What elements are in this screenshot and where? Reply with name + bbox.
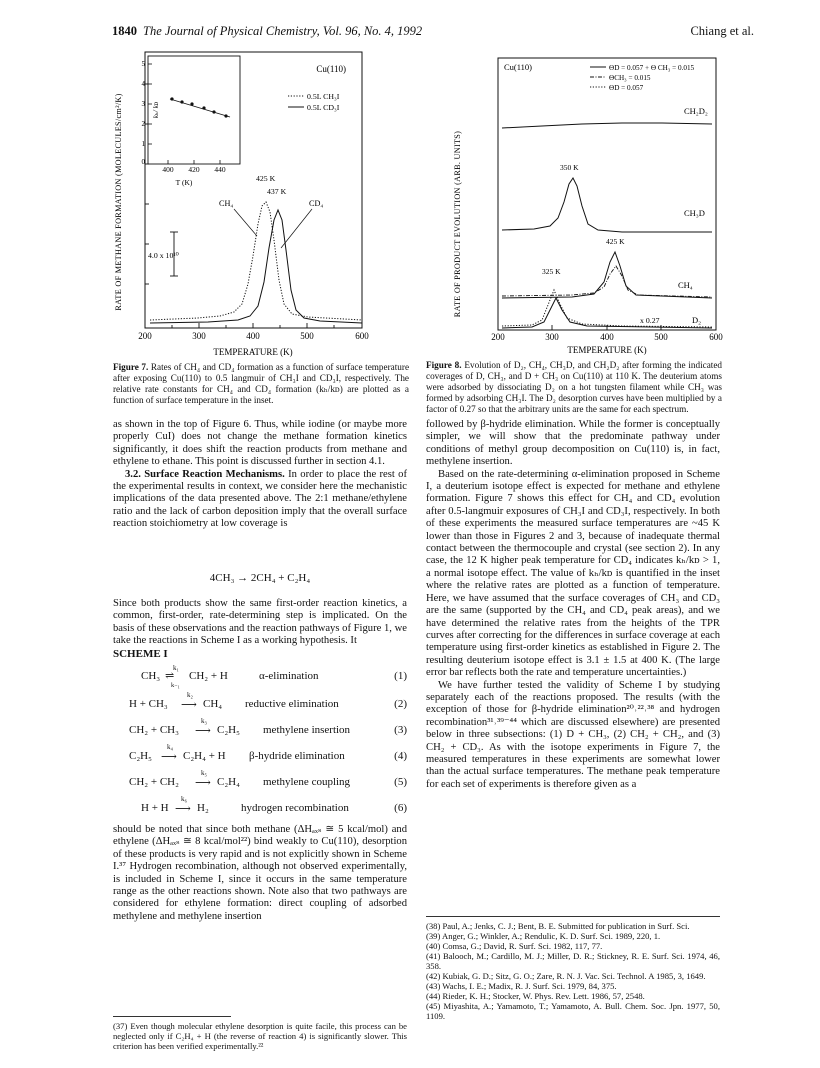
reference-45: (45) Miyashita, A.; Yamamoto, T.; Yamamoto, A. Bull. Chem. Soc. Jpn. 1977, 50, 1109.	[426, 1001, 720, 1021]
scheme-1-k-minus: k₋₁	[171, 682, 180, 689]
fig7-curve-ch4	[150, 202, 362, 320]
reference-39: (39) Anger, G.; Winkler, A.; Rendulic, K. D. Surf. Sci. 1989, 220, 1.	[426, 931, 661, 941]
left-column-top	[113, 419, 407, 531]
scheme-2-no: (2)	[394, 698, 407, 710]
fig7-xtick-2: 400	[246, 331, 260, 341]
fig8-xtick-2: 400	[600, 332, 614, 342]
right-paragraph-3: We have further tested the validity of Scheme I by studying separately each of the reactions proposed. The results (with the exception of those for β-hydride elimination²⁰˒²²˒³⁸ and hydrogen recombination³¹˒³⁹⁻⁴⁴ which are discussed elsewhere) are presented below in three subsections: (1) D + CH₃, (2) CH₂ + CH₂, and (3) CH₂ + CD₃. As with the isotope experiments in Figure 7, the measured temperatures in these experiments are somewhat lower than the actual surface temperatures. The methane peak temperature for each set of experiments is therefore given as a	[426, 679, 720, 790]
fig7-label-ch4: CH₄	[219, 199, 234, 208]
scheme-6-rhs: H₂	[197, 802, 209, 814]
fig8-legend-1: ΘCH₃ = 0.015	[609, 74, 651, 82]
inset-point	[224, 114, 227, 117]
inset-xlabel: T (K)	[175, 178, 193, 187]
fig7-caption-title: Figure 7.	[113, 362, 149, 372]
fig8-legend-2: ΘD = 0.057	[609, 84, 644, 92]
fig8-curve-ch2d2	[502, 123, 712, 128]
fig8-curve-ch4-solid	[502, 252, 712, 298]
scheme-title: SCHEME I	[113, 648, 168, 660]
fig8-peak-350: 350 K	[560, 163, 579, 172]
fig7-xlabel: TEMPERATURE (K)	[213, 347, 293, 357]
inset-ytick-3: 3	[141, 100, 145, 108]
stoichiometry-equation: 4CH₃ → 2CH₄ + C₂H₄	[209, 572, 311, 584]
scheme-6-no: (6)	[394, 802, 407, 814]
scheme-4-rhs: C₂H₄ + H	[183, 750, 226, 762]
scheme-4-no: (4)	[394, 750, 407, 762]
inset-ytick-0: 0	[141, 158, 145, 166]
figure-8-svg	[422, 44, 732, 356]
fig8-label-ch3d: CH₃D	[684, 208, 705, 218]
left-paragraph-3: Since both products show the same first-order reaction kinetics, a common, first-order, rate-determining step is implicated. On the basis of these observations and the reaction pathways of Figure 1, we take the reactions in Scheme I as a working hypothesis. It	[113, 598, 407, 647]
fig8-label-ch4: CH₄	[678, 280, 693, 290]
fig7-peak-437: 437 K	[267, 187, 287, 196]
fig8-xlabel: TEMPERATURE (K)	[567, 345, 647, 355]
fig7-xtick-0: 200	[138, 331, 152, 341]
fig8-caption-title: Figure 8.	[426, 360, 462, 370]
scheme-1-no: (1)	[394, 670, 407, 682]
scheme-2-name: reductive elimination	[245, 698, 339, 710]
scheme-6-k: k₆	[181, 795, 187, 803]
inset-ytick-2: 2	[141, 120, 145, 128]
scheme-6-name: hydrogen recombination	[241, 802, 349, 814]
reference-42: (42) Kubiak, G. D.; Sitz, G. O.; Zare, R. N. J. Vac. Sci. Technol. A 1985, 3, 1649.	[426, 971, 706, 981]
reference-43: (43) Wachs, I. E.; Madix, R. J. Surf. Sci. 1979, 84, 375.	[426, 981, 617, 991]
fig7-xtick-1: 300	[192, 331, 206, 341]
scheme-row-6	[113, 795, 407, 818]
scheme-1-k: k₁	[173, 664, 179, 672]
page-number: 1840	[112, 24, 137, 38]
fig8-multiplier: x 0.27	[640, 316, 660, 325]
page-header	[112, 24, 754, 42]
scheme-row-3	[113, 717, 407, 740]
inset-xtick-1: 420	[188, 165, 200, 174]
arrow-icon: ⟶	[161, 751, 177, 763]
reference-41: (41) Balooch, M.; Cardillo, M. J.; Miller, D. R.; Stickney, R. E. Surf. Sci. 1974, 46, 358.	[426, 951, 720, 971]
figure-8-caption	[426, 360, 722, 415]
header-left	[112, 24, 422, 39]
fig8-surface: Cu(110)	[504, 62, 533, 72]
references-list	[426, 921, 720, 1021]
scheme-3-lhs: CH₂ + CH₃	[129, 724, 179, 736]
fig8-peak-425: 425 K	[606, 237, 625, 246]
right-paragraph-2: Based on the rate-determining α-elimination proposed in Scheme I, a deuterium isotope effect is expected for methane and ethylene formation. Figure 7 shows this effect for CH₄ and CD₄ evolution after 0.5-langmuir exposures of CH₃I and CD₃I, respectively. In both of these experiments the measured surface temperatures are ~45 K lower than those in Figures 2 and 3, because of inadequate thermal contact between the thermocouple and crystal (see section 2). In any case, the 12 K higher peak temperature for CD₄ indicates kₕ/kᴅ > 1, a normal isotope effect. The value of kₕ/kᴅ is quantified in the inset where the relative rates are plotted as a function of temperature. Here, we have assumed that the surface coverages of CH₃ and CD₃ are the same (supported by the CH₄ and CD₄ peak areas), and we have determined the relative rates from the heights of the TPR curves after correcting for the differences in surface coverage at each temperature using first-order kinetics as established in Figure 2. The resulting deuterium isotope effect is 3.1 ± 1.5 at 400 K. (The large error bar reflects both the rate and temperature uncertainties.)	[426, 468, 720, 679]
fig7-xtick-4: 600	[355, 331, 369, 341]
inset-point	[202, 106, 205, 109]
arrow-icon: ⟶	[181, 699, 197, 711]
inset-point	[180, 100, 183, 103]
fig8-xtick-3: 500	[654, 332, 668, 342]
arrow-icon: ⟶	[175, 803, 191, 815]
inset-point	[170, 97, 173, 100]
fig8-legend-0: ΘD = 0.057 + Θ CH₃ = 0.015	[609, 64, 695, 72]
fig8-curve-d2-solid	[502, 298, 712, 328]
fig7-legend-1: 0.5L CD₃I	[307, 103, 340, 112]
inset-xtick-2: 440	[214, 165, 226, 174]
scheme-4-k: k₄	[167, 743, 173, 751]
footnote-37: (37) Even though molecular ethylene desorption is quite facile, this process can be neglected only if C₂H₄ + H (the reverse of reaction 4) is significantly slower. This criterion has been verified experimentally.²²	[113, 1021, 407, 1051]
scheme-2-lhs: H + CH₃	[129, 698, 168, 710]
left-paragraph-1: as shown in the top of Figure 6. Thus, while iodine (or maybe more properly CuI) does not change the methane formation kinetics significantly, it does shift the reaction products from methane and ethylene to ethane. This point is discussed further in section 4.1.	[113, 419, 407, 468]
inset-point	[212, 110, 215, 113]
scheme-row-1	[113, 664, 407, 689]
fig8-label-ch2d2: CH₂D₂	[684, 106, 708, 116]
fig7-legend-0: 0.5L CH₃I	[307, 92, 340, 101]
scheme-row-4	[113, 743, 407, 766]
scheme-row-2	[113, 691, 407, 714]
figure-7-svg	[108, 44, 408, 360]
scheme-row-5	[113, 769, 407, 792]
fig7-caption-text: Rates of CH₄ and CD₄ formation as a function of surface temperature after exposing Cu(110) to 0.5 langmuir of CH₃I and CD₃I, respectively. The relative rate constants for CH₄ and CD₄ formation (kₕ/kᴅ) are plotted as a function of surface temperature in the inset.	[113, 362, 410, 405]
scheme-1-rhs: CH₂ + H	[189, 670, 228, 682]
left-paragraph-4: should be noted that since both methane (ΔHₐₓₛ ≅ 5 kcal/mol) and ethylene (ΔHₐₓₛ ≅ 8 kcal/mol²²) bind weakly to Cu(110), desorption of these products is very rapid and is not explicitly shown in Scheme I.³⁷ Hydrogen recombination, although not observed experimentally, is included in Scheme I, since it occurs in the same temperature range as the other reactions shown. Note also that two pathways are considered for ethylene formation: direct coupling of adsorbed methylene and methylene insertion	[113, 824, 407, 922]
reference-38: (38) Paul, A.; Jenks, C. J.; Bent, B. E. Submitted for publication in Surf. Sci.	[426, 921, 690, 931]
scheme-3-k: k₃	[201, 717, 207, 725]
inset-ytick-5: 5	[141, 60, 145, 68]
scheme-3-rhs: C₂H₅	[217, 724, 240, 736]
fig7-label-cd4: CD₄	[309, 199, 324, 208]
header-authors: Chiang et al.	[690, 24, 754, 38]
reference-44: (44) Rieder, K. H.; Stocker, W. Phys. Rev. Lett. 1986, 57, 2548.	[426, 991, 645, 1001]
fig8-caption-text: Evolution of D₂, CH₄, CH₃D, and CH₂D₂ after forming the indicated coverages of D, CH₃, and D + CH₃ on Cu(110) at 110 K. The deuterium atoms were adsorbed by dissociating D₂ on a hot tungsten filament while CH₃ was formed by adsorbing CH₃I. The D₂ desorption curves have been multiplied by a factor of 0.27 so that the arbitrary units are the same for each spectrum.	[426, 360, 723, 414]
scheme-4-name: β-hydride elimination	[249, 750, 345, 762]
section-heading-3-2: 3.2. Surface Reaction Mechanisms.	[125, 468, 285, 480]
fig8-xtick-4: 600	[709, 332, 723, 342]
fig7-surface: Cu(110)	[316, 64, 346, 74]
right-column-text	[426, 419, 720, 791]
fig8-curve-d2-dotted	[502, 290, 712, 327]
references-rule	[426, 916, 720, 917]
inset-ytick-1: 1	[141, 140, 145, 148]
scheme-1-name: α-elimination	[259, 670, 319, 682]
inset-ylabel: kₕ/ kᴅ	[152, 101, 160, 119]
scheme-5-rhs: C₂H₄	[217, 776, 240, 788]
figure-8	[422, 44, 732, 356]
fig7-peak-425: 425 K	[256, 174, 276, 183]
scheme-2-k: k₂	[187, 691, 193, 699]
scheme-5-k: k₅	[201, 769, 207, 777]
scheme-4-lhs: C₂H₅	[129, 750, 152, 762]
scheme-3-name: methylene insertion	[263, 724, 351, 736]
reference-40: (40) Comsa, G.; David, R. Surf. Sci. 1982, 117, 77.	[426, 941, 603, 951]
left-paragraph-2-text: In order to place the rest of the experimental results in context, we consider here the mechanistic implications of the data presented above. The 2:1 methane/ethylene ratio and the lack of carbon deposition imply that the overall surface reaction stoichiometry at low coverage is	[113, 468, 407, 530]
scheme-5-lhs: CH₂ + CH₂	[129, 776, 179, 788]
figure-7	[108, 44, 408, 360]
fig7-xtick-3: 500	[300, 331, 314, 341]
fig8-curve-ch3d	[502, 178, 712, 232]
left-paragraph-2	[113, 469, 407, 531]
inset-ytick-4: 4	[141, 80, 145, 88]
fig8-peak-325: 325 K	[542, 267, 561, 276]
inset-point	[190, 102, 193, 105]
journal-name: The Journal of Physical Chemistry, Vol. 96, No. 4, 1992	[143, 24, 423, 38]
scheme-5-no: (5)	[394, 776, 407, 788]
fig8-xtick-0: 200	[491, 332, 505, 342]
scheme-2-rhs: CH₄	[203, 698, 223, 710]
inset-xtick-0: 400	[162, 165, 174, 174]
scheme-5-name: methylene coupling	[263, 776, 351, 788]
fig7-scale-bar: 4.0 x 10¹⁰	[148, 251, 179, 260]
scheme-6-lhs: H + H	[141, 802, 169, 814]
footnote-rule	[113, 1016, 231, 1017]
scheme-1-lhs: CH₃	[141, 670, 161, 682]
equilibrium-arrow-icon: ⇌	[165, 670, 175, 682]
fig8-xtick-1: 300	[545, 332, 559, 342]
fig8-ylabel: RATE OF PRODUCT EVOLUTION (ARB. UNITS)	[453, 130, 462, 318]
arrow-icon: ⟶	[195, 725, 211, 737]
scheme-3-no: (3)	[394, 724, 407, 736]
fig8-label-d2: D₂	[692, 315, 702, 325]
fig7-ylabel: RATE OF METHANE FORMATION (MOLECULES/cm²/K)	[114, 93, 123, 311]
fig7-curve-cd4	[150, 210, 362, 323]
right-paragraph-1: followed by β-hydride elimination. While the former is conceptually simpler, we will show that the predominate pathway under conditions of methyl group decomposition on Cu(110) is, in fact, methylene insertion.	[426, 419, 720, 468]
figure-7-caption	[113, 362, 409, 406]
arrow-icon: ⟶	[195, 777, 211, 789]
